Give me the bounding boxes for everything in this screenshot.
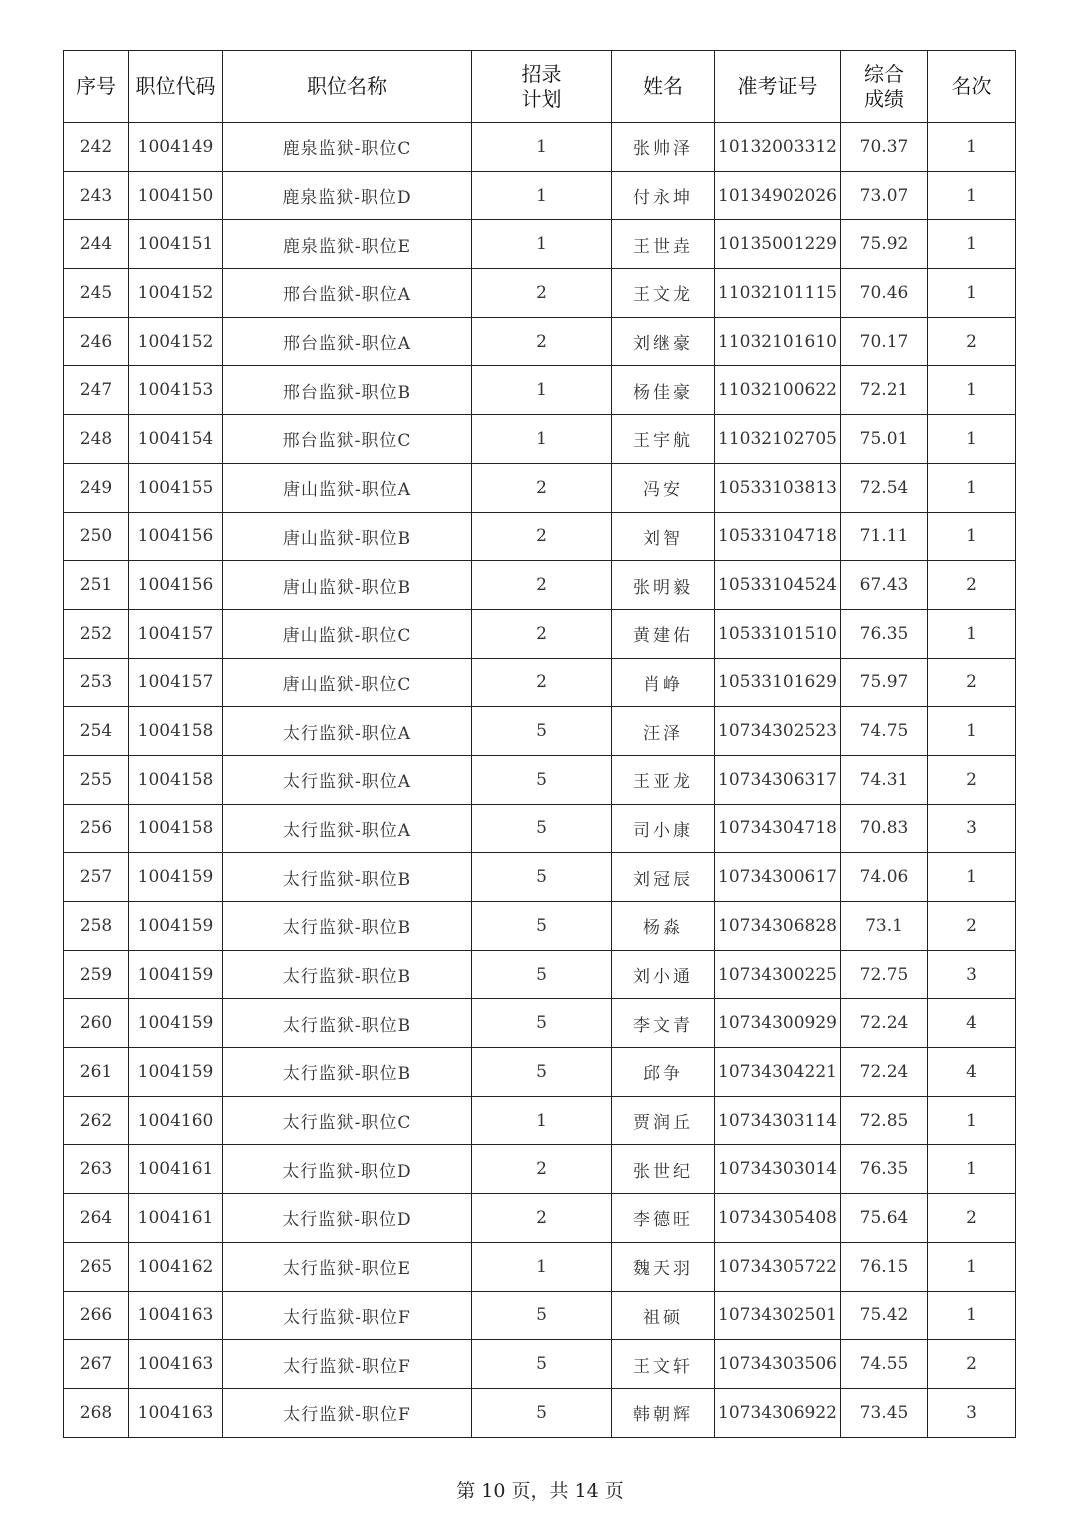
cell-position: 太行监狱-职位F [223,1291,472,1340]
cell-position: 唐山监狱-职位B [223,561,472,610]
table-row [64,415,1016,464]
cell-name: 刘继豪 [612,317,715,366]
cell-plan: 2 [472,561,612,610]
header-code: 职位代码 [129,51,223,123]
cell-ticket: 10734304718 [715,804,841,853]
cell-name: 付永坤 [612,171,715,220]
cell-position: 邢台监狱-职位A [223,269,472,318]
cell-score: 72.24 [841,999,928,1048]
table-row [64,1145,1016,1194]
table-row [64,512,1016,561]
cell-code: 1004151 [129,220,223,269]
cell-code: 1004158 [129,707,223,756]
cell-ticket: 10734300617 [715,853,841,902]
cell-plan: 5 [472,950,612,999]
header-plan [472,51,612,123]
table-row [64,269,1016,318]
table-row [64,220,1016,269]
cell-position: 太行监狱-职位D [223,1145,472,1194]
cell-plan: 2 [472,512,612,561]
cell-position: 太行监狱-职位C [223,1096,472,1145]
cell-rank: 1 [928,512,1016,561]
table-row [64,171,1016,220]
cell-position: 太行监狱-职位A [223,755,472,804]
cell-score: 74.55 [841,1340,928,1389]
cell-seq: 266 [64,1291,129,1340]
cell-ticket: 11032101115 [715,269,841,318]
cell-seq: 252 [64,609,129,658]
cell-code: 1004158 [129,804,223,853]
cell-seq: 249 [64,463,129,512]
cell-code: 1004156 [129,561,223,610]
cell-score: 75.97 [841,658,928,707]
cell-plan: 1 [472,123,612,172]
cell-seq: 256 [64,804,129,853]
cell-score: 74.75 [841,707,928,756]
cell-score: 70.37 [841,123,928,172]
cell-rank: 1 [928,609,1016,658]
cell-score: 76.15 [841,1242,928,1291]
cell-seq: 265 [64,1242,129,1291]
table-body [64,123,1016,1438]
table-row [64,561,1016,610]
cell-position: 唐山监狱-职位A [223,463,472,512]
cell-plan: 1 [472,415,612,464]
cell-seq: 246 [64,317,129,366]
cell-plan: 2 [472,658,612,707]
table-row [64,853,1016,902]
cell-seq: 267 [64,1340,129,1389]
cell-rank: 3 [928,950,1016,999]
cell-name: 张明毅 [612,561,715,610]
cell-name: 刘小通 [612,950,715,999]
cell-plan: 2 [472,1194,612,1243]
cell-plan: 5 [472,853,612,902]
cell-seq: 242 [64,123,129,172]
cell-score: 72.85 [841,1096,928,1145]
cell-position: 太行监狱-职位B [223,950,472,999]
cell-position: 太行监狱-职位B [223,853,472,902]
cell-code: 1004159 [129,999,223,1048]
table-row [64,707,1016,756]
table-row [64,950,1016,999]
cell-position: 唐山监狱-职位B [223,512,472,561]
cell-rank: 2 [928,317,1016,366]
cell-ticket: 10135001229 [715,220,841,269]
cell-seq: 253 [64,658,129,707]
cell-seq: 248 [64,415,129,464]
cell-seq: 250 [64,512,129,561]
cell-position: 唐山监狱-职位C [223,609,472,658]
cell-code: 1004160 [129,1096,223,1145]
table-row [64,317,1016,366]
cell-code: 1004156 [129,512,223,561]
cell-score: 76.35 [841,609,928,658]
cell-score: 75.42 [841,1291,928,1340]
cell-score: 67.43 [841,561,928,610]
cell-position: 鹿泉监狱-职位D [223,171,472,220]
table-row [64,755,1016,804]
cell-plan: 5 [472,1340,612,1389]
cell-code: 1004157 [129,609,223,658]
cell-code: 1004155 [129,463,223,512]
table-row [64,1194,1016,1243]
cell-rank: 1 [928,220,1016,269]
cell-plan: 2 [472,269,612,318]
cell-code: 1004153 [129,366,223,415]
cell-name: 魏天羽 [612,1242,715,1291]
cell-ticket: 10134902026 [715,171,841,220]
cell-plan: 5 [472,1388,612,1437]
cell-code: 1004157 [129,658,223,707]
cell-ticket: 11032100622 [715,366,841,415]
cell-rank: 1 [928,853,1016,902]
cell-name: 韩朝辉 [612,1388,715,1437]
cell-rank: 3 [928,1388,1016,1437]
cell-seq: 254 [64,707,129,756]
cell-code: 1004159 [129,950,223,999]
cell-name: 刘冠辰 [612,853,715,902]
cell-score: 72.54 [841,463,928,512]
cell-name: 王宇航 [612,415,715,464]
cell-name: 邱争 [612,1048,715,1097]
table-row [64,999,1016,1048]
cell-name: 王文龙 [612,269,715,318]
header-position: 职位名称 [223,51,472,123]
cell-name: 祖硕 [612,1291,715,1340]
cell-seq: 245 [64,269,129,318]
cell-name: 冯安 [612,463,715,512]
cell-score: 75.01 [841,415,928,464]
cell-seq: 257 [64,853,129,902]
cell-name: 刘智 [612,512,715,561]
cell-code: 1004163 [129,1388,223,1437]
table-row [64,1291,1016,1340]
cell-name: 王文轩 [612,1340,715,1389]
cell-position: 太行监狱-职位B [223,1048,472,1097]
cell-ticket: 10533104718 [715,512,841,561]
cell-position: 邢台监狱-职位A [223,317,472,366]
cell-plan: 1 [472,1096,612,1145]
cell-position: 太行监狱-职位A [223,707,472,756]
cell-score: 74.31 [841,755,928,804]
header-score-line1: 综合 [864,61,904,86]
cell-name: 贾润丘 [612,1096,715,1145]
cell-position: 鹿泉监狱-职位C [223,123,472,172]
cell-seq: 264 [64,1194,129,1243]
cell-position: 邢台监狱-职位B [223,366,472,415]
cell-seq: 244 [64,220,129,269]
cell-rank: 2 [928,561,1016,610]
cell-score: 72.75 [841,950,928,999]
cell-ticket: 10734305722 [715,1242,841,1291]
cell-plan: 5 [472,755,612,804]
cell-name: 张帅泽 [612,123,715,172]
cell-ticket: 10734304221 [715,1048,841,1097]
cell-position: 唐山监狱-职位C [223,658,472,707]
cell-plan: 1 [472,220,612,269]
cell-name: 司小康 [612,804,715,853]
header-name: 姓名 [612,51,715,123]
cell-position: 鹿泉监狱-职位E [223,220,472,269]
cell-seq: 268 [64,1388,129,1437]
cell-score: 76.35 [841,1145,928,1194]
cell-plan: 2 [472,463,612,512]
cell-plan: 2 [472,1145,612,1194]
cell-seq: 255 [64,755,129,804]
page-footer [0,1476,1080,1503]
cell-code: 1004162 [129,1242,223,1291]
cell-code: 1004161 [129,1194,223,1243]
cell-position: 太行监狱-职位B [223,999,472,1048]
cell-plan: 1 [472,171,612,220]
cell-rank: 2 [928,755,1016,804]
cell-position: 邢台监狱-职位C [223,415,472,464]
header-plan-line1: 招录 [521,61,562,86]
cell-score: 72.21 [841,366,928,415]
cell-score: 70.46 [841,269,928,318]
cell-plan: 1 [472,1242,612,1291]
cell-code: 1004163 [129,1291,223,1340]
cell-rank: 1 [928,1096,1016,1145]
header-plan-line2: 计划 [521,86,562,111]
table-row [64,1096,1016,1145]
cell-ticket: 10734300929 [715,999,841,1048]
cell-code: 1004159 [129,853,223,902]
cell-ticket: 10734306922 [715,1388,841,1437]
cell-ticket: 10734303114 [715,1096,841,1145]
results-table [63,50,1016,1438]
cell-position: 太行监狱-职位A [223,804,472,853]
cell-code: 1004152 [129,269,223,318]
table-row [64,1048,1016,1097]
cell-rank: 2 [928,902,1016,951]
cell-position: 太行监狱-职位E [223,1242,472,1291]
cell-code: 1004163 [129,1340,223,1389]
cell-rank: 2 [928,1194,1016,1243]
cell-position: 太行监狱-职位B [223,902,472,951]
header-row [64,51,1016,123]
cell-ticket: 10533103813 [715,463,841,512]
cell-plan: 5 [472,1048,612,1097]
cell-name: 黄建佑 [612,609,715,658]
cell-rank: 2 [928,1340,1016,1389]
header-rank: 名次 [928,51,1016,123]
table-row [64,1242,1016,1291]
cell-plan: 1 [472,366,612,415]
cell-rank: 1 [928,269,1016,318]
cell-code: 1004149 [129,123,223,172]
table-row [64,658,1016,707]
cell-position: 太行监狱-职位D [223,1194,472,1243]
cell-name: 王世垚 [612,220,715,269]
cell-plan: 2 [472,609,612,658]
cell-code: 1004159 [129,1048,223,1097]
cell-rank: 1 [928,123,1016,172]
table-row [64,804,1016,853]
cell-seq: 247 [64,366,129,415]
header-score [841,51,928,123]
cell-score: 73.45 [841,1388,928,1437]
cell-position: 太行监狱-职位F [223,1340,472,1389]
cell-score: 74.06 [841,853,928,902]
cell-rank: 4 [928,999,1016,1048]
cell-position: 太行监狱-职位F [223,1388,472,1437]
cell-name: 杨佳豪 [612,366,715,415]
cell-ticket: 10734302501 [715,1291,841,1340]
cell-score: 70.17 [841,317,928,366]
cell-ticket: 10734306828 [715,902,841,951]
cell-plan: 5 [472,804,612,853]
cell-name: 王亚龙 [612,755,715,804]
cell-score: 71.11 [841,512,928,561]
cell-rank: 4 [928,1048,1016,1097]
cell-ticket: 11032102705 [715,415,841,464]
cell-score: 72.24 [841,1048,928,1097]
table-row [64,1388,1016,1437]
cell-ticket: 10132003312 [715,123,841,172]
cell-rank: 3 [928,804,1016,853]
header-ticket: 准考证号 [715,51,841,123]
cell-ticket: 11032101610 [715,317,841,366]
cell-seq: 258 [64,902,129,951]
header-seq: 序号 [64,51,129,123]
cell-code: 1004158 [129,755,223,804]
cell-rank: 1 [928,1145,1016,1194]
cell-rank: 1 [928,463,1016,512]
cell-score: 73.07 [841,171,928,220]
cell-plan: 5 [472,707,612,756]
page-number-text: 第 10 页，共 14 页 [456,1480,624,1502]
cell-rank: 1 [928,1242,1016,1291]
cell-name: 杨淼 [612,902,715,951]
cell-ticket: 10734300225 [715,950,841,999]
cell-plan: 2 [472,317,612,366]
cell-score: 70.83 [841,804,928,853]
cell-score: 73.1 [841,902,928,951]
cell-rank: 2 [928,658,1016,707]
cell-seq: 262 [64,1096,129,1145]
cell-code: 1004150 [129,171,223,220]
cell-rank: 1 [928,171,1016,220]
cell-name: 汪泽 [612,707,715,756]
cell-seq: 259 [64,950,129,999]
cell-ticket: 10533101510 [715,609,841,658]
cell-rank: 1 [928,415,1016,464]
table-row [64,463,1016,512]
table-row [64,902,1016,951]
table-row [64,609,1016,658]
cell-ticket: 10533101629 [715,658,841,707]
table-row [64,366,1016,415]
cell-seq: 260 [64,999,129,1048]
cell-seq: 263 [64,1145,129,1194]
cell-ticket: 10734305408 [715,1194,841,1243]
cell-score: 75.64 [841,1194,928,1243]
cell-plan: 5 [472,999,612,1048]
cell-name: 李德旺 [612,1194,715,1243]
cell-ticket: 10734303506 [715,1340,841,1389]
cell-code: 1004159 [129,902,223,951]
cell-rank: 1 [928,707,1016,756]
cell-score: 75.92 [841,220,928,269]
cell-seq: 243 [64,171,129,220]
cell-code: 1004161 [129,1145,223,1194]
header-score-line2: 成绩 [864,86,904,111]
cell-ticket: 10533104524 [715,561,841,610]
cell-seq: 251 [64,561,129,610]
cell-rank: 1 [928,366,1016,415]
cell-plan: 5 [472,902,612,951]
cell-code: 1004152 [129,317,223,366]
cell-ticket: 10734302523 [715,707,841,756]
cell-rank: 1 [928,1291,1016,1340]
table-row [64,1340,1016,1389]
cell-ticket: 10734306317 [715,755,841,804]
cell-name: 肖峥 [612,658,715,707]
cell-name: 李文青 [612,999,715,1048]
cell-plan: 5 [472,1291,612,1340]
cell-code: 1004154 [129,415,223,464]
table-row [64,123,1016,172]
cell-seq: 261 [64,1048,129,1097]
cell-name: 张世纪 [612,1145,715,1194]
cell-ticket: 10734303014 [715,1145,841,1194]
